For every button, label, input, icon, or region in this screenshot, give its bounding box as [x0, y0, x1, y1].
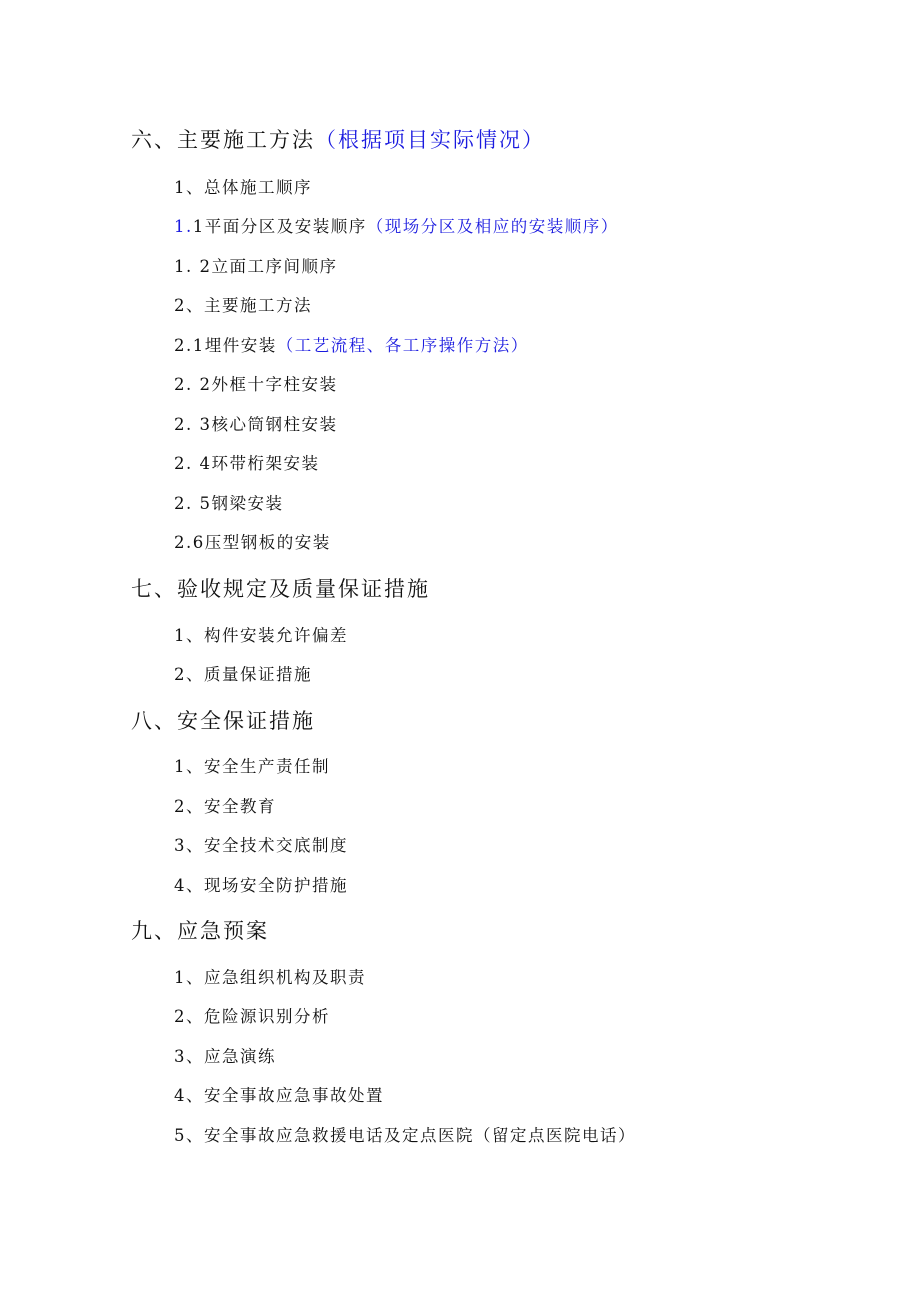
item-number: 1.: [174, 217, 193, 236]
list-item: [174, 753, 330, 777]
section-heading-6: [131, 124, 545, 154]
item-text: 2. 5钢梁安装: [174, 494, 284, 513]
item-text: 3、安全技术交底制度: [174, 836, 348, 855]
list-item: [174, 622, 348, 646]
item-note: （现场分区及相应的安装顺序）: [366, 217, 619, 236]
list-item: [174, 661, 312, 685]
item-2-6: [174, 529, 331, 553]
section-heading-8: [131, 705, 315, 735]
item-text: 3、应急演练: [174, 1047, 276, 1066]
item-text: 2、主要施工方法: [174, 296, 312, 315]
list-item: [174, 793, 276, 817]
item-text: 4、现场安全防护措施: [174, 876, 348, 895]
item-2-1: [174, 332, 529, 356]
list-item: [174, 1082, 384, 1106]
section-title: 七、验收规定及质量保证措施: [131, 577, 430, 601]
list-item: [174, 1122, 636, 1146]
item-text: 2、危险源识别分析: [174, 1007, 330, 1026]
item-text: 2、安全教育: [174, 797, 276, 816]
list-item: [174, 964, 366, 988]
item-text: 2.6压型钢板的安装: [174, 533, 331, 552]
item-text: 5、安全事故应急救援电话及定点医院（留定点医院电话）: [174, 1126, 636, 1145]
section-heading-7: [131, 573, 430, 603]
section-title: 六、主要施工方法: [131, 128, 315, 152]
item-note: （工艺流程、各工序操作方法）: [276, 336, 529, 355]
item-1-1: [174, 213, 619, 237]
item-1-2: [174, 253, 338, 277]
item-text: 2. 3核心筒钢柱安装: [174, 415, 338, 434]
section-note: （根据项目实际情况）: [315, 128, 545, 152]
item-text: 4、安全事故应急事故处置: [174, 1086, 384, 1105]
list-item: [174, 1003, 330, 1027]
item-text: 1、总体施工顺序: [174, 178, 312, 197]
item-1: [174, 174, 312, 198]
item-text: 2. 2外框十字柱安装: [174, 375, 338, 394]
item-text: 1平面分区及安装顺序: [192, 217, 367, 236]
item-text: 2. 4环带桁架安装: [174, 454, 320, 473]
list-item: [174, 872, 348, 896]
item-text: 2.1埋件安装: [174, 336, 277, 355]
item-2-5: [174, 490, 284, 514]
item-text: 1、构件安装允许偏差: [174, 626, 348, 645]
item-text: 1、安全生产责任制: [174, 757, 330, 776]
item-text: 2、质量保证措施: [174, 665, 312, 684]
item-text: 1、应急组织机构及职责: [174, 968, 366, 987]
list-item: [174, 832, 348, 856]
section-title: 九、应急预案: [131, 919, 269, 943]
section-title: 八、安全保证措施: [131, 709, 315, 733]
item-text: 1. 2立面工序间顺序: [174, 257, 338, 276]
section-heading-9: [131, 915, 269, 945]
item-2-2: [174, 371, 338, 395]
item-2: [174, 292, 312, 316]
item-2-4: [174, 450, 320, 474]
item-2-3: [174, 411, 338, 435]
list-item: [174, 1043, 276, 1067]
